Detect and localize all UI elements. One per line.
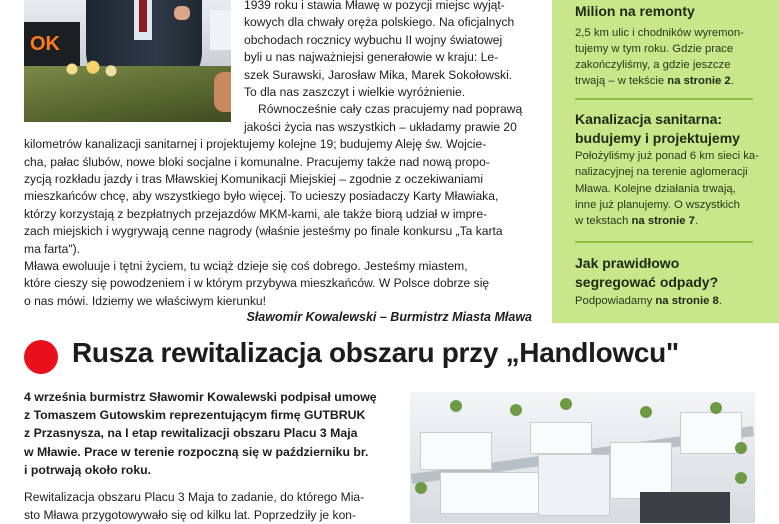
lead-line: 4 września burmistrz Sławomir Kowalewski podpisał umowę: [24, 390, 377, 404]
letter-line: kilometrów kanalizacji sanitarnej i projektujemy kolejne 19; budujemy Aleję św. Wojcie-: [24, 137, 487, 152]
letter-line: 1939 roku i stawia Mławę w pozycji miejsc wyjąt-: [244, 0, 505, 12]
body-line: Rewitalizacja obszaru Placu 3 Maja to zadanie, do którego Mia-: [24, 490, 365, 504]
mayor-speech-photo: [24, 0, 231, 122]
divider: [575, 98, 753, 100]
revitalization-render-image: [410, 392, 755, 523]
sidebar-text: Mława. Kolejne działania trwają,: [575, 182, 736, 195]
letter-line: zycją rozkładu jazdy i tras Mławskiej Komunikacji Miejskiej – zgodnie z oczekiwaniami: [24, 172, 484, 186]
sidebar-text: Położyliśmy już ponad 6 km sieci ka-: [575, 150, 759, 162]
sidebar-item-repairs: [575, 2, 775, 90]
signature: Sławomir Kowalewski – Burmistrz Miasta Mława: [246, 310, 532, 324]
divider: [575, 241, 753, 243]
sidebar-text: .: [718, 295, 722, 307]
body-line: sto Mława przygotowywało się od kilku lat. Poprzedziły je kon-: [24, 508, 357, 523]
sidebar-heading: Milion na remonty: [575, 3, 695, 19]
sidebar-heading: Kanalizacja sanitarna:: [575, 111, 723, 127]
page-reference: na stronie 2: [667, 75, 731, 88]
sidebar-text: Podpowiadamy: [575, 295, 656, 307]
article-lead: [24, 388, 404, 479]
letter-line: Równocześnie cały czas pracujemy nad poprawą: [258, 102, 523, 117]
letter-line: które cieszy się powodzeniem i w którym przybywa mieszkańców. W Polsce dobrze się: [24, 276, 490, 291]
news-sidebar: [552, 0, 779, 323]
sidebar-heading: Jak prawidłowo: [575, 255, 680, 271]
lead-line: z Przasnysza, na I etap rewitalizacji obszaru Placu 3 Maja: [24, 426, 358, 441]
letter-line: o nas mówi. Idziemy we właściwym kierunku!: [24, 293, 266, 308]
letter-line: cha, pałac ślubów, nowe bloki socjalne i komunalne. Pracujemy także nad nową propo-: [24, 154, 490, 169]
sidebar-text: tujemy w tym roku. Gdzie prace: [575, 42, 734, 55]
letter-line: mieszkańców chcę, aby wszystkiego było więcej. To ucieszy posiadaczy Karty Mławiaka,: [24, 189, 499, 204]
letter-line: obchodach rocznicy wybuchu II wojny światowej: [244, 32, 503, 47]
red-bullet-icon: [24, 340, 58, 374]
letter-line: kowych dla chwały oręża polskiego. Na oficjalnych: [244, 15, 515, 30]
sidebar-text: 2,5 km ulic i chodników wyremon-: [575, 26, 744, 39]
sidebar-heading: budujemy i projektujemy: [575, 129, 740, 146]
page-reference: na stronie 7: [631, 215, 695, 228]
lead-line: i potrwają około roku.: [24, 462, 152, 477]
letter-line: byli u nas najważniejsi generałowie w kraju: Le-: [244, 50, 499, 65]
sidebar-item-sewage: [575, 110, 775, 229]
lead-line: w Mławie. Prace w terenie rozpoczną się w październiku br.: [24, 444, 369, 459]
sidebar-text: .: [730, 75, 734, 88]
sidebar-text: zakończyliśmy, a gdzie jeszcze: [575, 59, 731, 72]
letter-line: zach miejskich i wygrywają cenne nagrody (właśnie jesteśmy po finale konkursu „Ta karta: [24, 224, 503, 239]
sidebar-text: trwają – w tekście: [575, 75, 668, 88]
sidebar-text: inne już planujemy. O wszystkich: [575, 198, 740, 211]
letter-line: którzy korzystają z bezpłatnych przejazdów MKM-kami, ale także biorą udział w impre-: [24, 206, 488, 221]
letter-line: Mława ewoluuje i tętni życiem, tu wciąż dzieje się coś dobrego. Jesteśmy miastem,: [24, 259, 468, 273]
sidebar-text: w tekstach: [575, 215, 632, 228]
article-headline: Rusza rewitalizacja obszaru przy „Handlowcu": [72, 337, 679, 368]
page-reference: na stronie 8: [655, 295, 719, 307]
letter-line: szek Surawski, Jarosław Mika, Marek Sokołowski.: [244, 67, 513, 82]
letter-line: To dla nas zaszczyt i wielkie wyróżnienie.: [244, 85, 466, 99]
sidebar-text: .: [694, 215, 699, 228]
lead-line: z Tomaszem Gutowskim reprezentującym firmę GUTBRUK: [24, 408, 366, 423]
sidebar-text: nalizacyjnej na terenie aglomeracji: [575, 166, 748, 179]
sidebar-item-waste: [575, 254, 775, 309]
letter-line: jakości życia nas wszystkich – układamy prawie 20: [244, 119, 517, 134]
banner-sign: OK: [24, 22, 80, 66]
sidebar-heading: segregować odpady?: [575, 273, 719, 290]
letter-line: ma farta").: [24, 241, 81, 256]
article-body: [24, 488, 404, 524]
